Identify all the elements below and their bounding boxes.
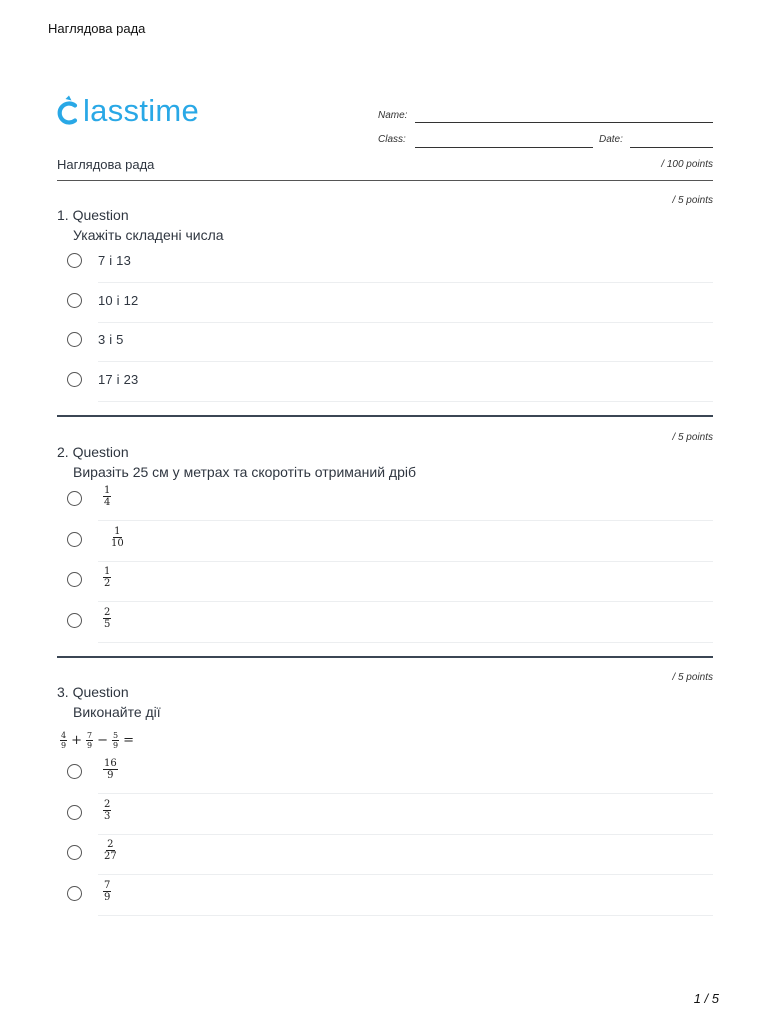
minus-operator: − (97, 733, 108, 748)
fraction (103, 758, 118, 781)
question-2-option[interactable] (67, 607, 713, 635)
fraction (86, 731, 93, 750)
fraction-numerator: 5 (113, 731, 119, 740)
date-field[interactable] (630, 147, 713, 148)
option-label: 7 і 13 (98, 253, 132, 268)
question-3-option[interactable] (67, 839, 713, 867)
fraction-denominator: 9 (87, 741, 93, 750)
title-divider (57, 180, 713, 181)
option-divider (98, 793, 713, 794)
option-divider (98, 834, 713, 835)
radio-button[interactable] (67, 572, 82, 587)
question-2-number: 2. Question (57, 444, 129, 460)
fraction (110, 526, 125, 549)
option-divider (98, 642, 713, 643)
question-3-number: 3. Question (57, 684, 129, 700)
fraction (103, 799, 111, 822)
fraction-numerator: 2 (104, 607, 111, 618)
question-1-option[interactable] (67, 291, 713, 315)
fraction (103, 566, 111, 589)
logo-text: lasstime (83, 93, 200, 128)
question-divider (57, 656, 713, 658)
question-2-option[interactable] (67, 526, 713, 554)
fraction-denominator: 27 (104, 851, 117, 862)
fraction-numerator: 7 (104, 880, 111, 891)
name-field[interactable] (415, 122, 713, 123)
quiz-title: Наглядова рада (57, 157, 155, 172)
fraction-denominator: 9 (107, 770, 114, 781)
fraction-denominator: 9 (61, 741, 67, 750)
fraction-numerator: 2 (107, 839, 114, 850)
radio-button[interactable] (67, 805, 82, 820)
fraction-denominator: 3 (104, 811, 111, 822)
question-3-points: / 5 points (672, 672, 713, 683)
fraction-numerator: 16 (104, 758, 117, 769)
radio-button[interactable] (67, 293, 82, 308)
radio-button[interactable] (67, 372, 82, 387)
fraction (103, 485, 111, 508)
option-divider (98, 874, 713, 875)
name-label: Name: (378, 110, 408, 121)
radio-button[interactable] (67, 845, 82, 860)
radio-button[interactable] (67, 332, 82, 347)
fraction-denominator: 4 (104, 497, 111, 508)
total-points: / 100 points (661, 159, 713, 170)
plus-operator: + (71, 733, 82, 748)
fraction-numerator: 1 (104, 566, 111, 577)
option-divider (98, 520, 713, 521)
option-label: 3 і 5 (98, 332, 124, 347)
option-label: 17 і 23 (98, 372, 139, 387)
question-3-expression (60, 731, 138, 750)
question-divider (57, 415, 713, 417)
option-divider (98, 361, 713, 362)
question-1-number: 1. Question (57, 207, 129, 223)
question-2-option[interactable] (67, 566, 713, 594)
option-divider (98, 282, 713, 283)
fraction-numerator: 7 (87, 731, 93, 740)
date-label: Date: (599, 134, 623, 145)
option-divider (98, 601, 713, 602)
question-1-option[interactable] (67, 370, 713, 394)
fraction (60, 731, 67, 750)
fraction (103, 880, 111, 903)
equals-operator: = (123, 733, 134, 748)
fraction (103, 839, 118, 862)
question-3-option[interactable] (67, 880, 713, 908)
fraction-denominator: 9 (113, 741, 119, 750)
fraction (103, 607, 111, 630)
option-divider (98, 561, 713, 562)
document-header-title: Наглядова рада (48, 21, 146, 36)
fraction-denominator: 9 (104, 892, 111, 903)
question-2-text: Виразіть 25 см у метрах та скоротіть отриманий дріб (73, 464, 417, 480)
fraction-denominator: 10 (111, 538, 124, 549)
class-label: Class: (378, 134, 406, 145)
fraction-numerator: 1 (104, 485, 111, 496)
radio-button[interactable] (67, 613, 82, 628)
fraction (112, 731, 119, 750)
question-1-option[interactable] (67, 251, 713, 275)
question-3-option[interactable] (67, 758, 713, 786)
radio-button[interactable] (67, 764, 82, 779)
logo-ring-icon (56, 94, 82, 128)
question-3-option[interactable] (67, 799, 713, 827)
classtime-logo (56, 94, 199, 128)
question-3-text: Виконайте дії (73, 704, 161, 720)
question-1-points: / 5 points (672, 195, 713, 206)
question-2-points: / 5 points (672, 432, 713, 443)
fraction-denominator: 5 (104, 619, 111, 630)
option-divider (98, 915, 713, 916)
class-field[interactable] (415, 147, 593, 148)
option-divider (98, 401, 713, 402)
question-1-option[interactable] (67, 330, 713, 354)
radio-button[interactable] (67, 886, 82, 901)
radio-button[interactable] (67, 532, 82, 547)
page-number: 1 / 5 (693, 991, 719, 1006)
option-label: 10 і 12 (98, 293, 139, 308)
option-divider (98, 322, 713, 323)
question-2-option[interactable] (67, 485, 713, 513)
fraction-denominator: 2 (104, 578, 111, 589)
question-1-text: Укажіть складені числа (73, 227, 224, 243)
fraction-numerator: 4 (61, 731, 67, 740)
radio-button[interactable] (67, 253, 82, 268)
fraction-numerator: 1 (114, 526, 121, 537)
radio-button[interactable] (67, 491, 82, 506)
fraction-numerator: 2 (104, 799, 111, 810)
